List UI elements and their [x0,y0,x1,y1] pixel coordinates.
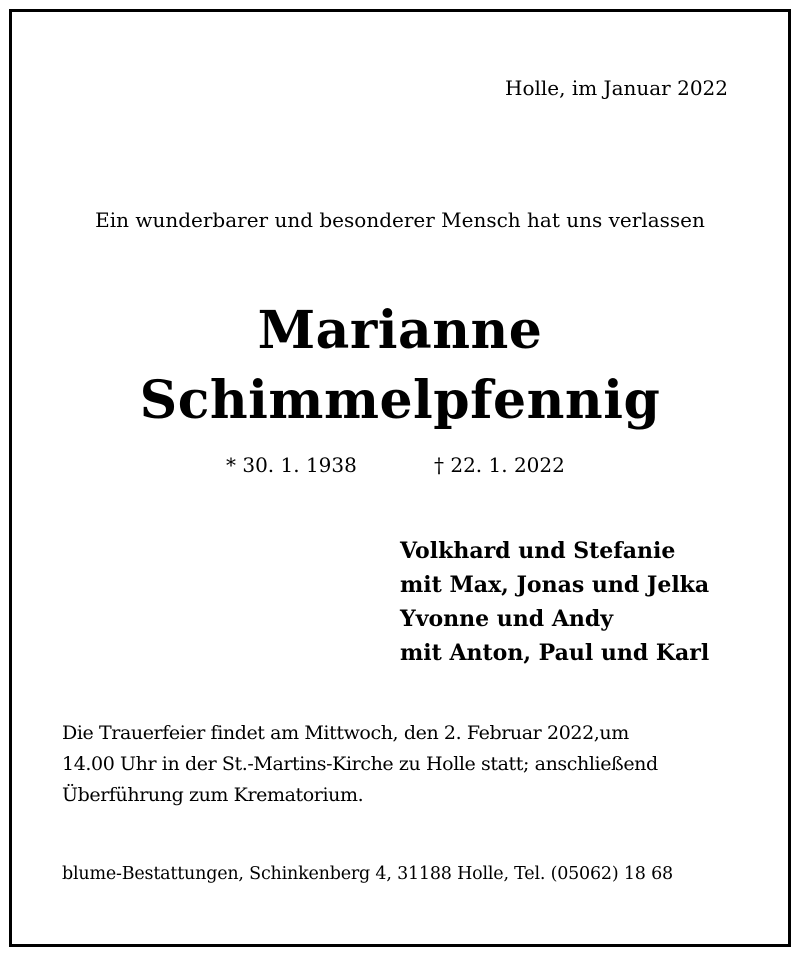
deceased-first-name: Marianne [257,300,543,361]
undertaker-contact: blume-Bestattungen, Schinkenberg 4, 31188 Holle, Tel. (05062) 18 68 [62,864,673,884]
service-line: Die Trauerfeier findet am Mittwoch, den 2. Februar 2022,um [62,722,629,744]
place-date: Holle, im Januar 2022 [505,76,728,100]
service-line: 14.00 Uhr in der St.-Martins-Kirche zu Holle statt; anschließend [62,753,658,775]
family-line: mit Max, Jonas und Jelka [400,572,710,598]
family-line: Yvonne und Andy [400,606,614,632]
family-list [400,534,709,670]
birth-date: * 30. 1. 1938 [226,453,357,477]
death-date: † 22. 1. 2022 [434,453,565,477]
service-info [62,718,752,811]
service-line: Überführung zum Krematorium. [62,784,364,806]
family-line: Volkhard und Stefanie [400,538,676,564]
intro-line: Ein wunderbarer und besonderer Mensch hat uns verlassen [95,208,705,232]
obituary-notice [9,9,791,947]
deceased-last-name: Schimmelpfennig [139,370,661,431]
family-line: mit Anton, Paul und Karl [400,640,710,666]
